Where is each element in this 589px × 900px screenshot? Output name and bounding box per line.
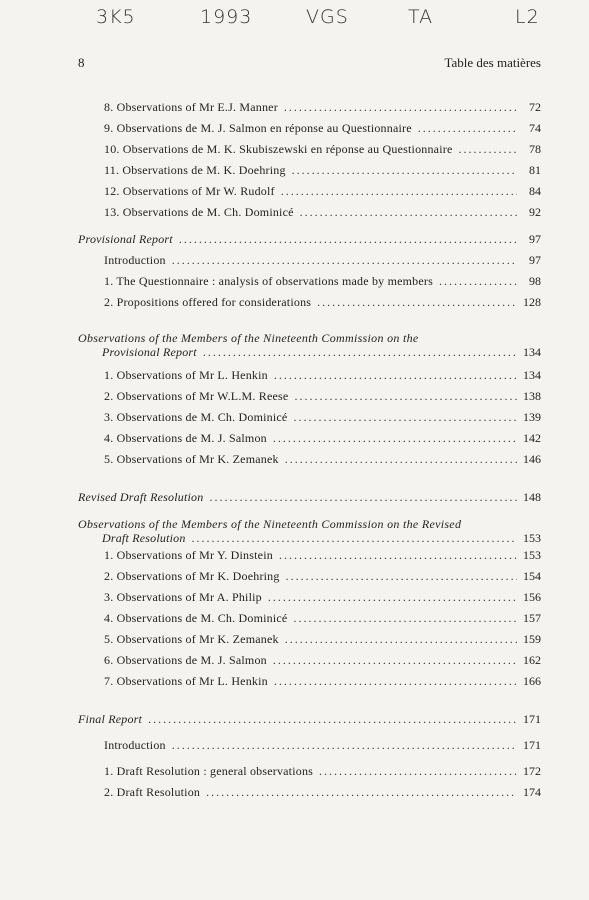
toc-entry-title: 9. Observations de M. J. Salmon en réponse au Questionnaire bbox=[104, 121, 412, 135]
handwritten-note-3: VGS bbox=[306, 6, 349, 28]
toc-leader-dots bbox=[273, 653, 517, 668]
toc-leader-dots bbox=[300, 205, 517, 220]
toc-entry-page: 174 bbox=[523, 785, 541, 799]
toc-entry-title: 2. Draft Resolution bbox=[104, 785, 201, 799]
toc-entry[interactable] bbox=[78, 531, 541, 546]
toc-entry-page: 171 bbox=[523, 738, 541, 752]
toc-entry-page: 148 bbox=[523, 490, 541, 504]
toc-entry[interactable] bbox=[78, 653, 541, 668]
toc-leader-dots bbox=[172, 738, 517, 753]
toc-entry[interactable] bbox=[78, 142, 541, 157]
toc-entry-page: 153 bbox=[523, 531, 541, 545]
toc-leader-dots bbox=[285, 452, 517, 467]
toc-entry[interactable] bbox=[78, 389, 541, 404]
toc-entry-title: Provisional Report bbox=[102, 345, 197, 359]
toc-entry-title: 3. Observations of Mr A. Philip bbox=[104, 590, 262, 604]
toc-entry-title: 6. Observations de M. J. Salmon bbox=[104, 653, 267, 667]
toc-leader-dots bbox=[268, 590, 517, 605]
toc-leader-dots bbox=[319, 764, 517, 779]
toc-entry[interactable] bbox=[78, 764, 541, 779]
toc-entry[interactable] bbox=[78, 431, 541, 446]
toc-entry-title: 8. Observations of Mr E.J. Manner bbox=[104, 100, 278, 114]
toc-leader-dots bbox=[274, 368, 517, 383]
toc-entry-title: 12. Observations of Mr W. Rudolf bbox=[104, 184, 275, 198]
toc-leader-dots bbox=[285, 632, 517, 647]
toc-entry[interactable] bbox=[78, 253, 541, 268]
toc-entry[interactable] bbox=[78, 121, 541, 136]
toc-entry[interactable] bbox=[78, 569, 541, 584]
toc-leader-dots bbox=[192, 531, 517, 546]
toc-entry-page: 154 bbox=[523, 569, 541, 583]
running-title: Table des matières bbox=[444, 55, 541, 70]
toc-leader-dots bbox=[274, 674, 517, 689]
handwritten-note-4: TA bbox=[408, 6, 434, 28]
toc-entry-title: 1. Observations of Mr L. Henkin bbox=[104, 368, 268, 382]
toc-entry-title: 1. Observations of Mr Y. Dinstein bbox=[104, 548, 273, 562]
toc-entry-title: 11. Observations de M. K. Doehring bbox=[104, 163, 286, 177]
toc-entry[interactable] bbox=[78, 368, 541, 383]
toc-entry[interactable] bbox=[78, 548, 541, 563]
toc-entry[interactable] bbox=[78, 163, 541, 178]
toc-leader-dots bbox=[418, 121, 517, 136]
toc-entry-title: 3. Observations de M. Ch. Dominicé bbox=[104, 410, 288, 424]
toc-heading-line1: Observations of the Members of the Nineteenth Commission on the bbox=[78, 331, 419, 345]
toc-leader-dots bbox=[458, 142, 517, 157]
toc-entry-page: 134 bbox=[523, 368, 541, 382]
toc-entry-page: 72 bbox=[529, 100, 541, 114]
toc-entry-page: 97 bbox=[529, 232, 541, 246]
toc-entry-title: Introduction bbox=[104, 738, 166, 752]
toc-entry[interactable] bbox=[78, 295, 541, 310]
toc-entry[interactable] bbox=[78, 100, 541, 115]
toc-entry[interactable] bbox=[78, 632, 541, 647]
handwritten-note-1: 3K5 bbox=[96, 6, 136, 28]
toc-entry-page: 134 bbox=[523, 345, 541, 359]
handwritten-note-2: 1993 bbox=[200, 6, 253, 28]
toc-entry[interactable] bbox=[78, 674, 541, 689]
toc-leader-dots bbox=[293, 410, 517, 425]
toc-entry[interactable] bbox=[78, 452, 541, 467]
toc-entry-title: 2. Propositions offered for considerations bbox=[104, 295, 312, 309]
toc-entry-page: 128 bbox=[523, 295, 541, 309]
toc-leader-dots bbox=[203, 345, 517, 360]
toc-entry-title: 1. Draft Resolution : general observations bbox=[104, 764, 314, 778]
toc-entry-page: 156 bbox=[523, 590, 541, 604]
toc-entry-page: 162 bbox=[523, 653, 541, 667]
toc-entry-title: 4. Observations de M. J. Salmon bbox=[104, 431, 267, 445]
toc-heading-line1: Observations of the Members of the Nineteenth Commission on the Revised bbox=[78, 517, 462, 531]
toc-entry[interactable] bbox=[78, 712, 541, 727]
toc-leader-dots bbox=[317, 295, 517, 310]
toc-leader-dots bbox=[286, 569, 517, 584]
toc-entry-page: 92 bbox=[529, 205, 541, 219]
toc-leader-dots bbox=[439, 274, 517, 289]
toc-entry[interactable] bbox=[78, 785, 541, 800]
toc-entry-title: Revised Draft Resolution bbox=[78, 490, 204, 504]
toc-leader-dots bbox=[148, 712, 517, 727]
toc-entry-page: 138 bbox=[523, 389, 541, 403]
toc-entry-title: Draft Resolution bbox=[102, 531, 186, 545]
toc-entry-title: 5. Observations of Mr K. Zemanek bbox=[104, 452, 279, 466]
toc-entry[interactable] bbox=[78, 410, 541, 425]
toc-entry[interactable] bbox=[78, 184, 541, 199]
toc-leader-dots bbox=[179, 232, 517, 247]
toc-entry-title: 2. Observations of Mr W.L.M. Reese bbox=[104, 389, 289, 403]
toc-leader-dots bbox=[273, 431, 517, 446]
toc-entry-title: Final Report bbox=[78, 712, 143, 726]
toc-leader-dots bbox=[206, 785, 517, 800]
toc-entry-title: 2. Observations of Mr K. Doehring bbox=[104, 569, 280, 583]
toc-entry-page: 159 bbox=[523, 632, 541, 646]
toc-entry[interactable] bbox=[78, 345, 541, 360]
toc-entry-title: 1. The Questionnaire : analysis of observations made by members bbox=[104, 274, 433, 288]
toc-entry[interactable] bbox=[78, 738, 541, 753]
toc-entry-page: 157 bbox=[523, 611, 541, 625]
toc-entry-title: 10. Observations de M. K. Skubiszewski en réponse au Questionnaire bbox=[104, 142, 453, 156]
toc-entry-page: 166 bbox=[523, 674, 541, 688]
toc-entry-page: 78 bbox=[529, 142, 541, 156]
toc-leader-dots bbox=[281, 184, 517, 199]
toc-entry-page: 146 bbox=[523, 452, 541, 466]
toc-entry-title: Introduction bbox=[104, 253, 166, 267]
toc-entry-page: 98 bbox=[529, 274, 541, 288]
toc-leader-dots bbox=[172, 253, 517, 268]
toc-entry[interactable] bbox=[78, 274, 541, 289]
toc-entry-page: 139 bbox=[523, 410, 541, 424]
toc-entry-page: 142 bbox=[523, 431, 541, 445]
toc-entry[interactable] bbox=[78, 611, 541, 626]
toc-leader-dots bbox=[293, 611, 517, 626]
toc-entry-title: 13. Observations de M. Ch. Dominicé bbox=[104, 205, 294, 219]
toc-entry[interactable] bbox=[78, 232, 541, 247]
toc-entry[interactable] bbox=[78, 205, 541, 220]
toc-entry[interactable] bbox=[78, 490, 541, 505]
page-number: 8 bbox=[78, 55, 85, 70]
toc-entry-title: 5. Observations of Mr K. Zemanek bbox=[104, 632, 279, 646]
toc-entry-page: 153 bbox=[523, 548, 541, 562]
toc-entry-title: Provisional Report bbox=[78, 232, 173, 246]
toc-leader-dots bbox=[279, 548, 517, 563]
toc-entry-title: 7. Observations of Mr L. Henkin bbox=[104, 674, 268, 688]
toc-entry-page: 171 bbox=[523, 712, 541, 726]
toc-entry-page: 74 bbox=[529, 121, 541, 135]
toc-entry-page: 97 bbox=[529, 253, 541, 267]
handwritten-note-5: L2 bbox=[515, 6, 540, 28]
toc-entry-page: 172 bbox=[523, 764, 541, 778]
toc-leader-dots bbox=[292, 163, 517, 178]
toc-leader-dots bbox=[209, 490, 517, 505]
toc-entry-page: 84 bbox=[529, 184, 541, 198]
toc-leader-dots bbox=[284, 100, 517, 115]
toc-leader-dots bbox=[294, 389, 517, 404]
toc-entry-title: 4. Observations de M. Ch. Dominicé bbox=[104, 611, 288, 625]
toc-entry-page: 81 bbox=[529, 163, 541, 177]
toc-entry[interactable] bbox=[78, 590, 541, 605]
